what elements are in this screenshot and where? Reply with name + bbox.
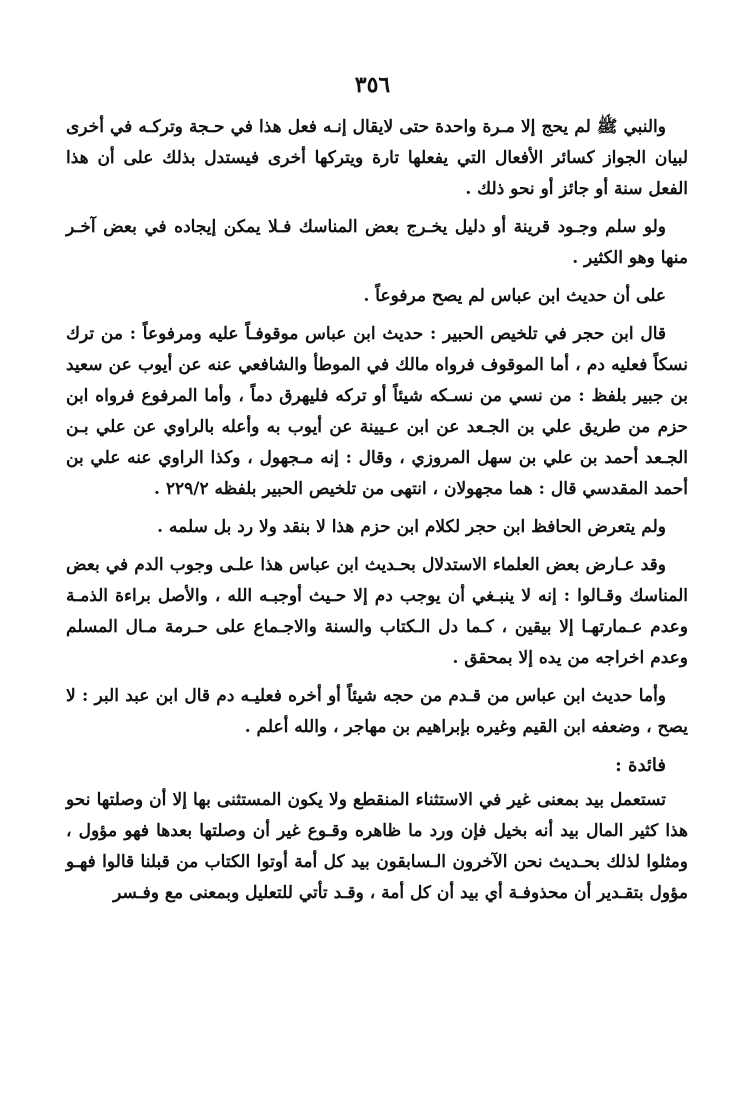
paragraph-scholars-objection: وقد عـارض بعض العلماء الاستدلال بحـديث ابن عباس هذا علـى وجوب الدم في بعض المناسك وقـالوا : إنه لا ينبـغي أن يوجب دم إلا حـيث أوجبـه الله ، والأصل براءة الذمـة وعدم عـمارتهـا إلا بيقين ، كـما دل الـكتاب والسنة والاجـماع على حـرمة مـال المسلم وعدم اخراجه من يده إلا بمحقق . xyxy=(66,555,688,668)
page-number: ٣٥٦ xyxy=(354,72,391,98)
paragraph-ibn-hazm: ولم يتعرض الحافظ ابن حجر لكلام ابن حزم هذا لا بنقد ولا رد بل سلمه . xyxy=(157,517,666,537)
paragraph-bayda-usage: تستعمل بيد بمعنى غير في الاستثناء المنقطع ولا يكون المستثنى بها إلا أن وصلتها نحو هذا كثير المال بيد أنه بخيل فإن ورد ما ظاهره وقـوع غير أن وصلتها بعدها فهو مؤول ، ومثلوا لذلك بحـديث نحن الآخرون الـسابقون بيد كل أمة أوتوا الكتاب من قبلنا قالوا فهـو مؤول بتقـدير أن محذوفـة أي بيد أن كل أمة ، وقـد تأتي للتعليل وبمعنى مع وفـسر xyxy=(66,790,688,903)
paragraph-ibn-abbas-marfu: على أن حديث ابن عباس لم يصح مرفوعاً . xyxy=(363,286,666,306)
paragraph-ibn-abd-al-barr: وأما حديث ابن عباس من قـدم من حجه شيئاً أو أخره فعليـه دم قال ابن عبد البر : لا يصح ، وضعفه ابن القيم وغيره بإبراهيم بن مهاجر ، والله أعلم . xyxy=(66,686,688,737)
paragraph-ibn-hajar-quote: قال ابن حجر في تلخيص الحبير : حديث ابن عباس موقوفـاً عليه ومرفوعاً : من ترك نسكاً فعليه دم ، أما الموقوف فرواه مالك في الموطأ والشافعي عنه عن أيوب عن سعيد بن جبير بلفظ : من نسي من نسـكه شيئاً أو تركه فليهرق دماً ، وأما المرفوع فرواه ابن حزم من طريق علي بن الجـعد عن ابن عـيينة عن أيوب به وأعله بالراوي عن علي بـن الجـعد أحمد بن علي بن سهل المروزي ، وقال : إنه مـجهول ، وكذا الراوي عنه علي بن أحمد المقدسي قال : هما مجهولان ، انتهى من تلخيص الحبير بلفظه ٢٢٩/٢ . xyxy=(66,324,688,499)
document-body xyxy=(66,112,688,916)
section-heading-faida: فائدة : xyxy=(615,755,666,776)
paragraph-prophet-hajj: والنبي ﷺ لم يحج إلا مـرة واحدة حتى لايقال إنـه فعل هذا في حـجة وتركـه في أخرى لبيان الجواز كسائر الأفعال التي يفعلها تارة ويتركها أخرى فيستدل بذلك على أن هذا الفعل سنة أو جائز أو نحو ذلك . xyxy=(66,117,688,199)
paragraph-evidence: ولو سلم وجـود قرينة أو دليل يخـرج بعض المناسك فـلا يمكن إيجاده في بعض آخـر منها وهو الكثير . xyxy=(66,217,688,268)
